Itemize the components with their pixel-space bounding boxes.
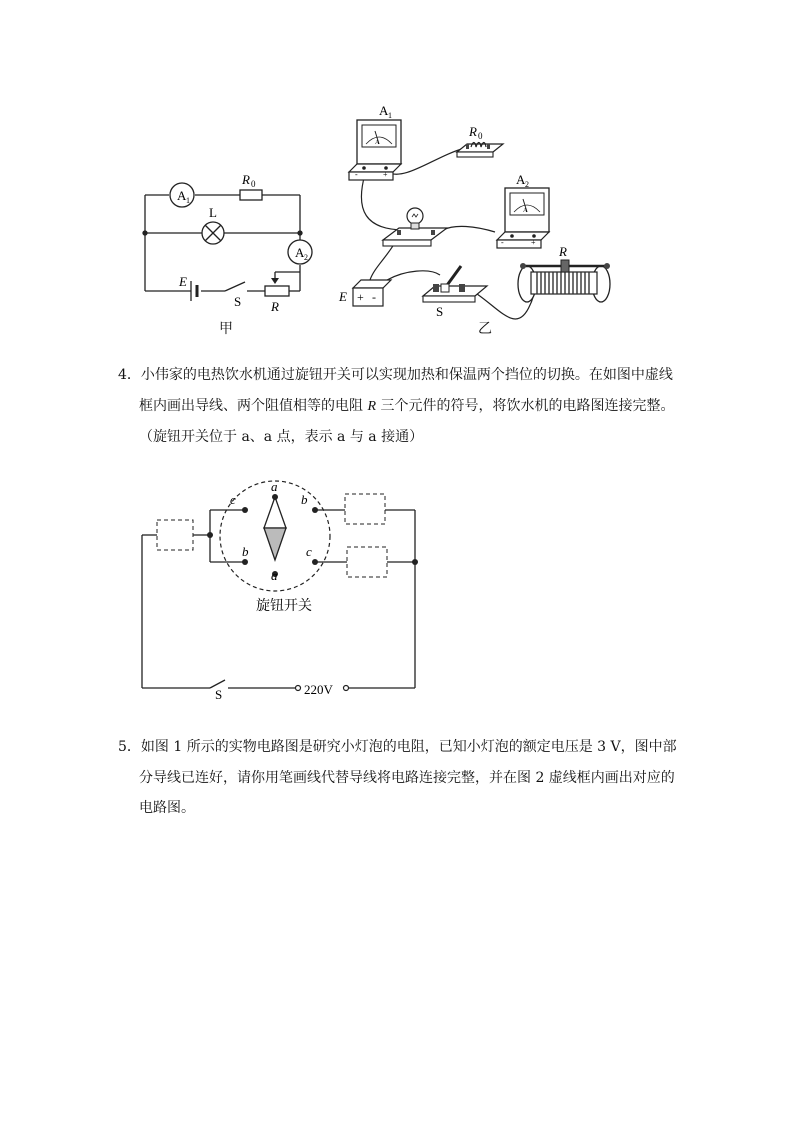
a2-sub: 2: [304, 253, 308, 262]
yi-rheostat-label: R: [559, 244, 567, 259]
svg-text:-: -: [372, 290, 376, 304]
contact-label-a-bottom: a: [271, 568, 278, 583]
svg-text:-: -: [501, 238, 504, 247]
rotary-switch-caption: 旋钮开关: [256, 598, 312, 614]
q5-line3: 电路图。: [139, 800, 195, 816]
q4-line1: 小伟家的电热饮水机通过旋钮开关可以实现加热和保温两个挡位的切换。在如图中虚线: [140, 367, 673, 383]
caption-yi: 乙: [478, 321, 492, 337]
q4-line3: （旋钮开关位于 a、a 点，表示 a 与 a 接通）: [139, 429, 424, 445]
a2-letter: A: [295, 245, 305, 260]
q4-number: 4．: [118, 367, 141, 383]
battery-device: [353, 280, 391, 306]
dashed-box-left: [157, 520, 193, 550]
q4-line2-r: R: [367, 398, 377, 414]
lamp-label: L: [209, 205, 217, 220]
svg-text:A: A: [523, 208, 528, 214]
rheostat-label: R: [271, 299, 279, 314]
svg-text:+: +: [531, 238, 536, 247]
figure-jia-circuit: [135, 160, 315, 340]
figure-yi-apparatus: [335, 100, 625, 330]
figure-rotary-switch-circuit: [135, 470, 435, 705]
q5-number: 5．: [118, 739, 141, 755]
dashed-box-right-bottom: [347, 547, 387, 577]
rotary-knob-top: [264, 497, 286, 528]
a1-letter: A: [177, 188, 187, 203]
voltage-label: 220V: [304, 682, 333, 697]
svg-text:+: +: [383, 170, 388, 179]
yi-a2-sub: 2: [525, 180, 529, 189]
battery-symbol: [191, 281, 197, 301]
svg-text:+: +: [357, 290, 364, 304]
yi-battery-label: E: [339, 289, 347, 304]
ammeter-a2-symbol: [288, 240, 312, 264]
switch-s-label: S: [215, 687, 223, 702]
contact-label-b-left: b: [242, 544, 249, 559]
contact-label-c-right: c: [306, 544, 312, 559]
ammeter-a1-symbol: [170, 183, 194, 207]
yi-a1-sub: 1: [388, 111, 392, 120]
rheostat-device: [518, 260, 610, 302]
yi-a1-letter: A: [379, 103, 389, 118]
question-4: [118, 360, 688, 453]
q4-line2-a: 框内画出导线、两个阻值相等的电阻: [139, 397, 368, 414]
dashed-box-right-top: [345, 494, 385, 524]
lamp-symbol: [202, 222, 224, 244]
yi-r0-sub: 0: [478, 131, 483, 141]
lamp-device: [383, 208, 447, 246]
contact-label-a-top: a: [271, 479, 278, 494]
svg-text:-: -: [355, 170, 358, 179]
switch-label: S: [234, 294, 242, 309]
yi-r0-letter: R: [469, 124, 477, 139]
yi-a2-letter: A: [516, 172, 526, 187]
svg-text:A: A: [375, 140, 380, 146]
contact-label-c-left: c: [230, 492, 236, 507]
q5-line2: 分导线已连好，请你用笔画线代替导线将电路连接完整，并在图 2 虚线框内画出对应的: [139, 769, 675, 786]
q4-line2-b: 三个元件的符号，将饮水机的电路图连接完整。: [376, 397, 675, 414]
ammeter-a1-device: [349, 120, 401, 180]
resistor-r0-device: [457, 143, 503, 158]
yi-switch-label: S: [436, 304, 444, 319]
a1-sub: 1: [186, 196, 190, 205]
question-5: [118, 732, 688, 824]
r0-letter: R: [242, 172, 250, 187]
caption-jia: 甲: [219, 321, 233, 337]
r0-sub: 0: [251, 179, 256, 189]
q5-line1: 如图 1 所示的实物电路图是研究小灯泡的电阻，已知小灯泡的额定电压是 3 V，图中部: [140, 739, 677, 755]
battery-label: E: [179, 274, 187, 289]
ammeter-a2-device: [497, 188, 549, 248]
contact-label-b-right: b: [301, 492, 308, 507]
rotary-knob-bottom: [264, 528, 286, 560]
